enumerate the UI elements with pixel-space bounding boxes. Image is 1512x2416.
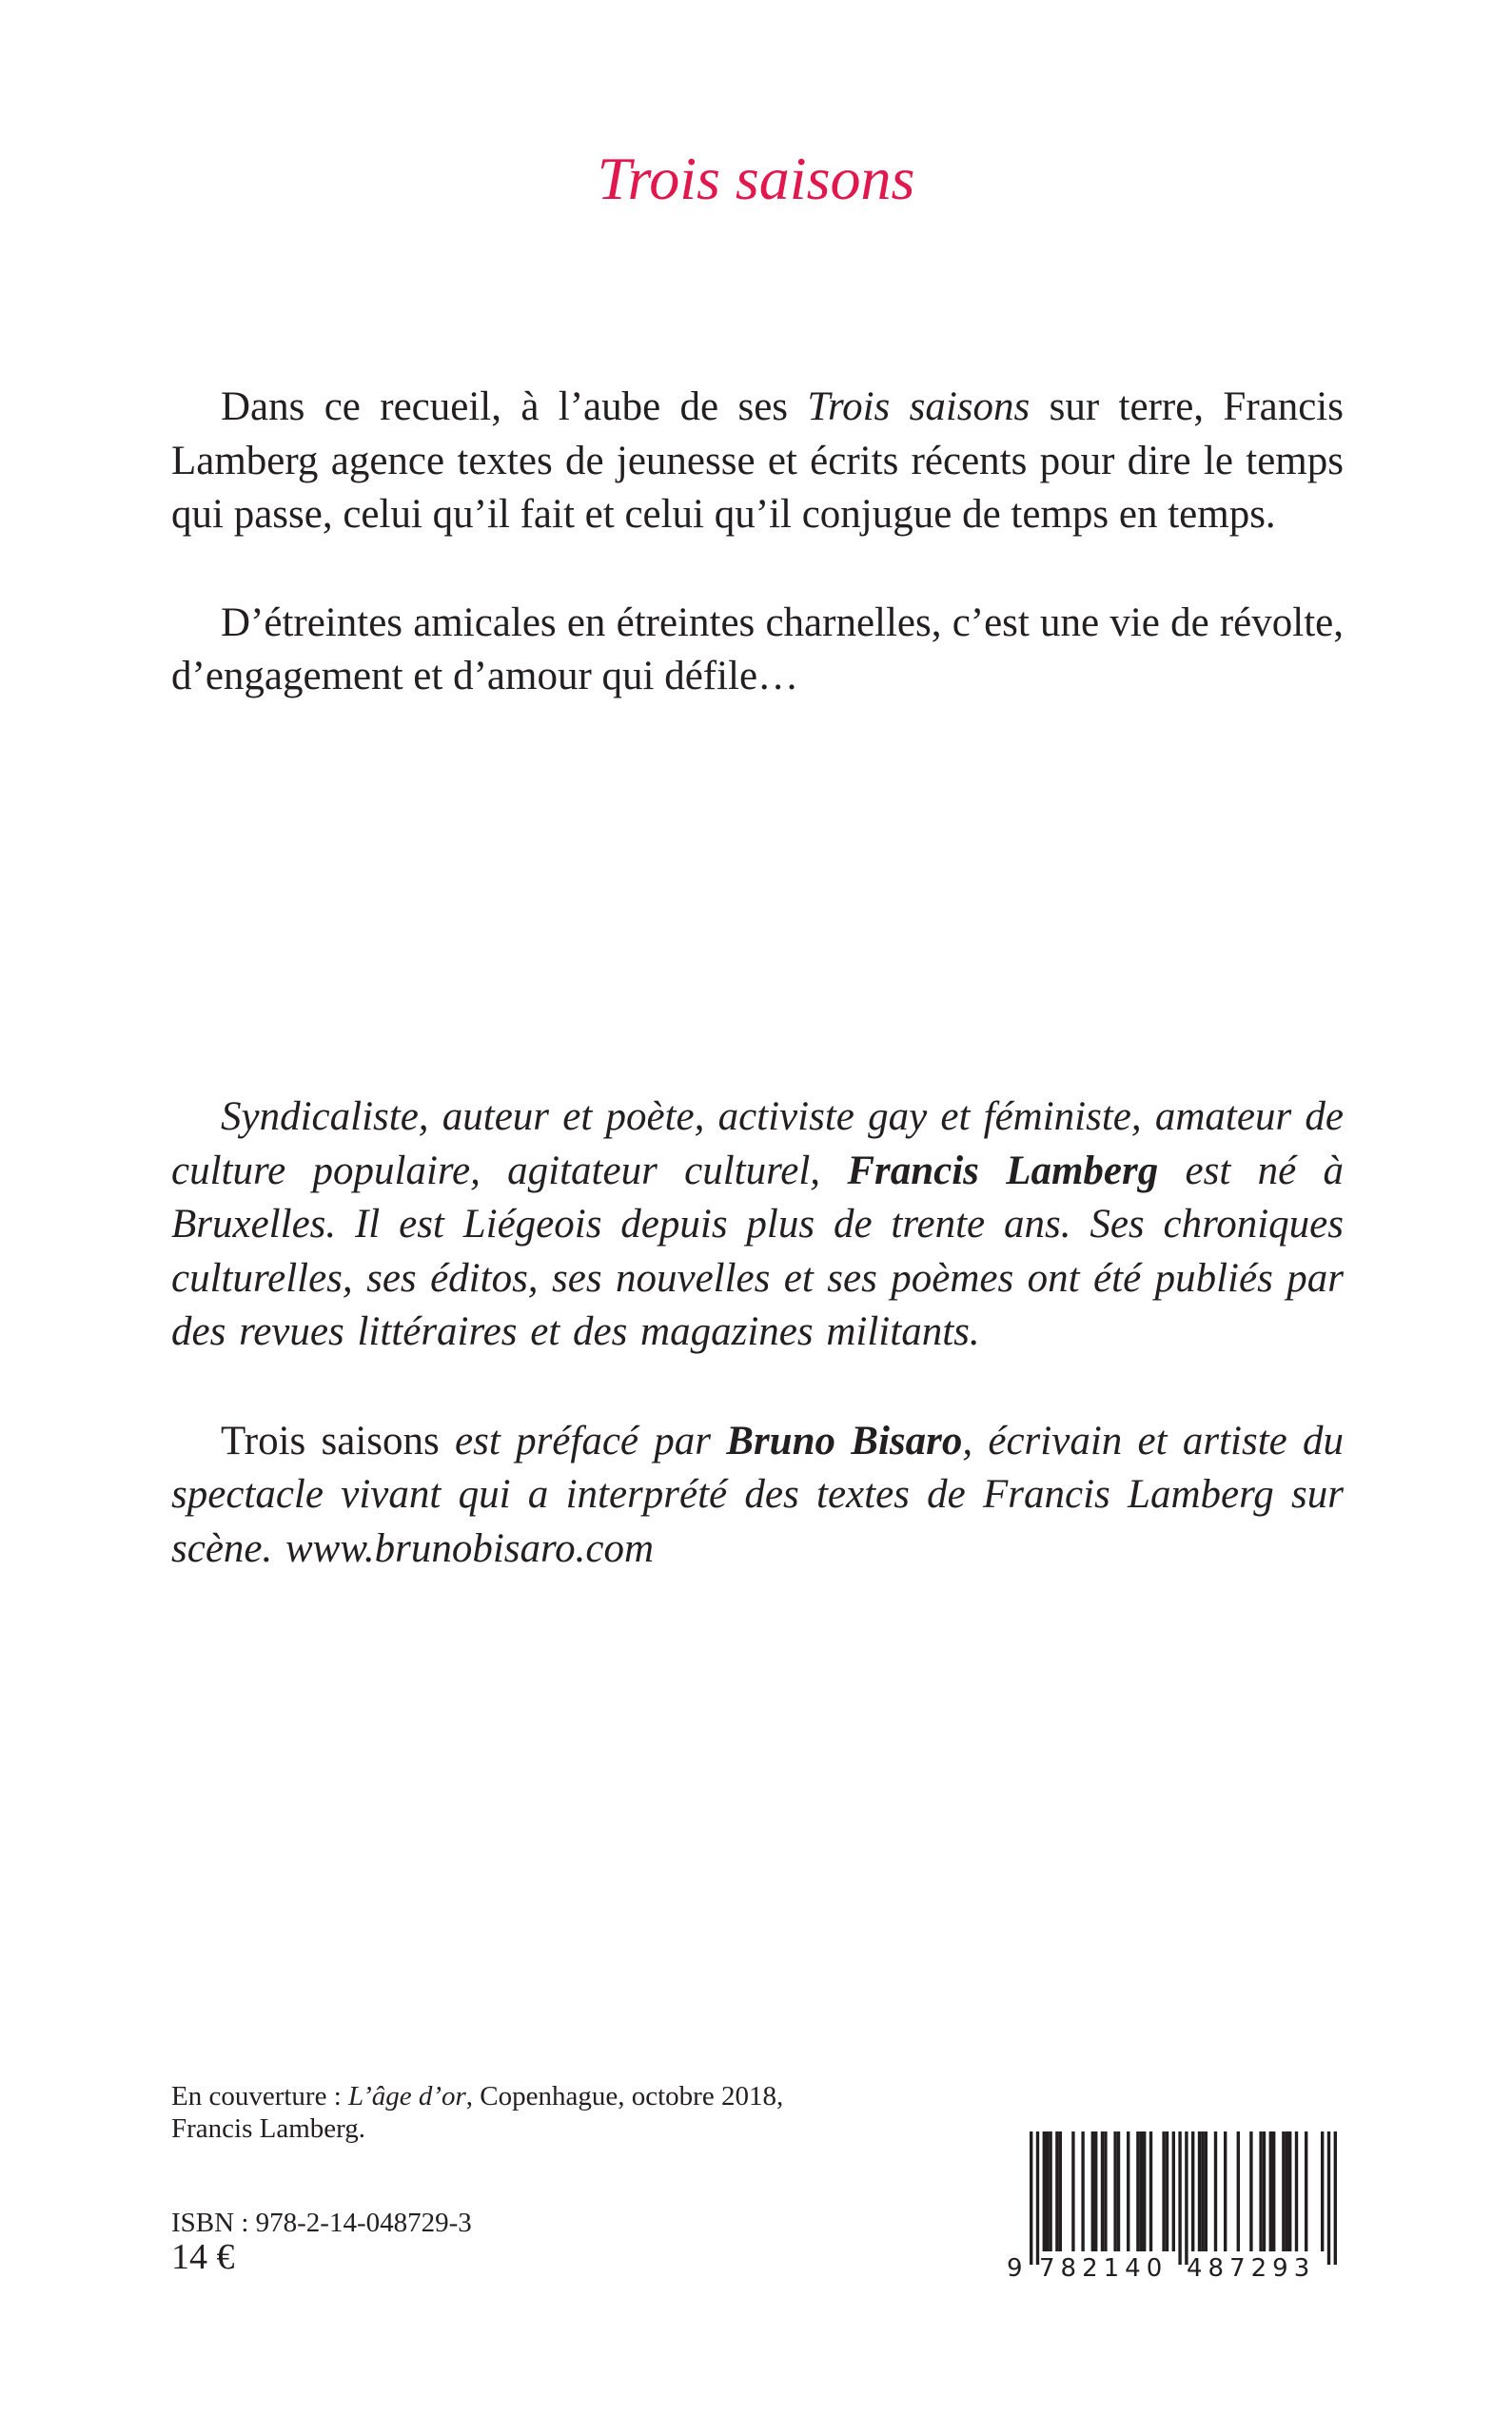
synopsis-paragraph-2: D’étreintes amicales en étreintes charnelles, c’est une vie de révolte, d’engagement et d’amour qui défile… <box>171 599 1344 698</box>
barcode-bar <box>1263 2131 1266 2251</box>
barcode-bar <box>1055 2131 1058 2251</box>
barcode-bar <box>1143 2131 1146 2251</box>
barcode-bar <box>1205 2131 1208 2251</box>
barcode-bar <box>1269 2131 1272 2251</box>
barcode-bar <box>1259 2131 1262 2251</box>
barcode-bar <box>1101 2131 1104 2251</box>
barcode-bar <box>1185 2131 1188 2265</box>
barcode-bar <box>1201 2131 1204 2251</box>
barcode-bar <box>1117 2131 1120 2251</box>
synopsis-paragraph-1: Dans ce recueil, à l’aube de ses Trois saisons sur terre, Francis Lamberg agence textes de jeunesse et écrits récents pour dire le temps qui passe, celui qu’il fait et celui qu’il conjugue de temps en temps. <box>171 384 1344 537</box>
barcode-bar <box>1046 2131 1049 2251</box>
barcode-bar <box>1104 2131 1107 2251</box>
book-title-inline: Trois saisons <box>807 384 1031 429</box>
barcode-bar <box>1081 2131 1084 2251</box>
barcode-bar <box>1198 2131 1201 2251</box>
barcode-bar <box>1030 2131 1032 2265</box>
barcode-bar <box>1036 2131 1039 2265</box>
book-title: Trois saisons <box>597 145 915 212</box>
isbn-barcode <box>999 2131 1351 2284</box>
barcode-right-digits: 487293 <box>1187 2254 1316 2283</box>
isbn: ISBN : 978-2-14-048729-3 <box>171 2208 472 2238</box>
barcode-bar <box>1214 2131 1217 2251</box>
barcode-bar <box>1237 2131 1240 2251</box>
barcode-bar <box>1094 2131 1097 2251</box>
barcode-bar <box>1191 2131 1194 2251</box>
barcode-bar <box>1272 2131 1275 2251</box>
barcode-bar <box>1282 2131 1285 2251</box>
barcode-lead-digit: 9 <box>1007 2254 1023 2283</box>
cover-credits: En couverture : L’âge d’or, Copenhague, octobre 2018, Francis Lamberg. <box>171 2081 784 2144</box>
barcode-bar <box>1049 2131 1051 2251</box>
barcode-bar <box>1149 2131 1152 2251</box>
price: 14 € <box>171 2237 235 2277</box>
barcode-bar <box>1071 2131 1074 2251</box>
barcode-bar <box>1178 2131 1181 2265</box>
barcode-bar <box>1136 2131 1139 2251</box>
barcode-bar <box>1166 2131 1168 2251</box>
synopsis <box>171 381 1344 704</box>
author-name: Francis Lamberg <box>847 1148 1159 1193</box>
barcode-bars <box>1030 2131 1337 2265</box>
barcode-bar <box>1113 2131 1116 2251</box>
preface-paragraph: Trois saisons est préfacé par Bruno Bisaro, écrivain et artiste du spectacle vivant qui a interprété des textes de Francis Lamberg sur scène. www.brunobisaro.com <box>171 1418 1344 1571</box>
barcode-bar <box>1140 2131 1143 2251</box>
barcode-bar <box>1334 2131 1337 2265</box>
barcode-bar <box>1286 2131 1288 2251</box>
barcode-bar <box>1162 2131 1165 2251</box>
author-bio <box>171 1090 1344 1576</box>
barcode-bar <box>1043 2131 1046 2251</box>
barcode-bar <box>1172 2131 1175 2251</box>
barcode-bar <box>1091 2131 1094 2251</box>
cover-artwork-title: L’âge d’or <box>348 2081 466 2112</box>
barcode-left-digits: 782140 <box>1039 2254 1168 2283</box>
barcode-bar <box>1321 2131 1324 2251</box>
barcode-bar <box>1249 2131 1252 2251</box>
barcode-bar <box>1224 2131 1227 2251</box>
barcode-bar <box>1288 2131 1291 2251</box>
author-bio-paragraph: Syndicaliste, auteur et poète, activiste gay et féministe, amateur de culture populaire, agitateur culturel, Francis Lamberg est né à Bruxelles. Il est Liégeois depuis plus de trente ans. Ses chroniques culturelles, ses éditos, ses nouvelles et ses poèmes ont été publiés par des revues littéraires et des magazines militants. <box>171 1094 1344 1354</box>
barcode-bar <box>1127 2131 1129 2251</box>
book-title-inline: Trois saisons <box>221 1418 440 1463</box>
barcode-bar <box>1059 2131 1062 2251</box>
barcode-bar <box>1327 2131 1330 2265</box>
preface-author-name: Bruno Bisaro <box>726 1418 963 1463</box>
barcode-bar <box>1295 2131 1298 2251</box>
barcode-bar <box>1305 2131 1307 2251</box>
